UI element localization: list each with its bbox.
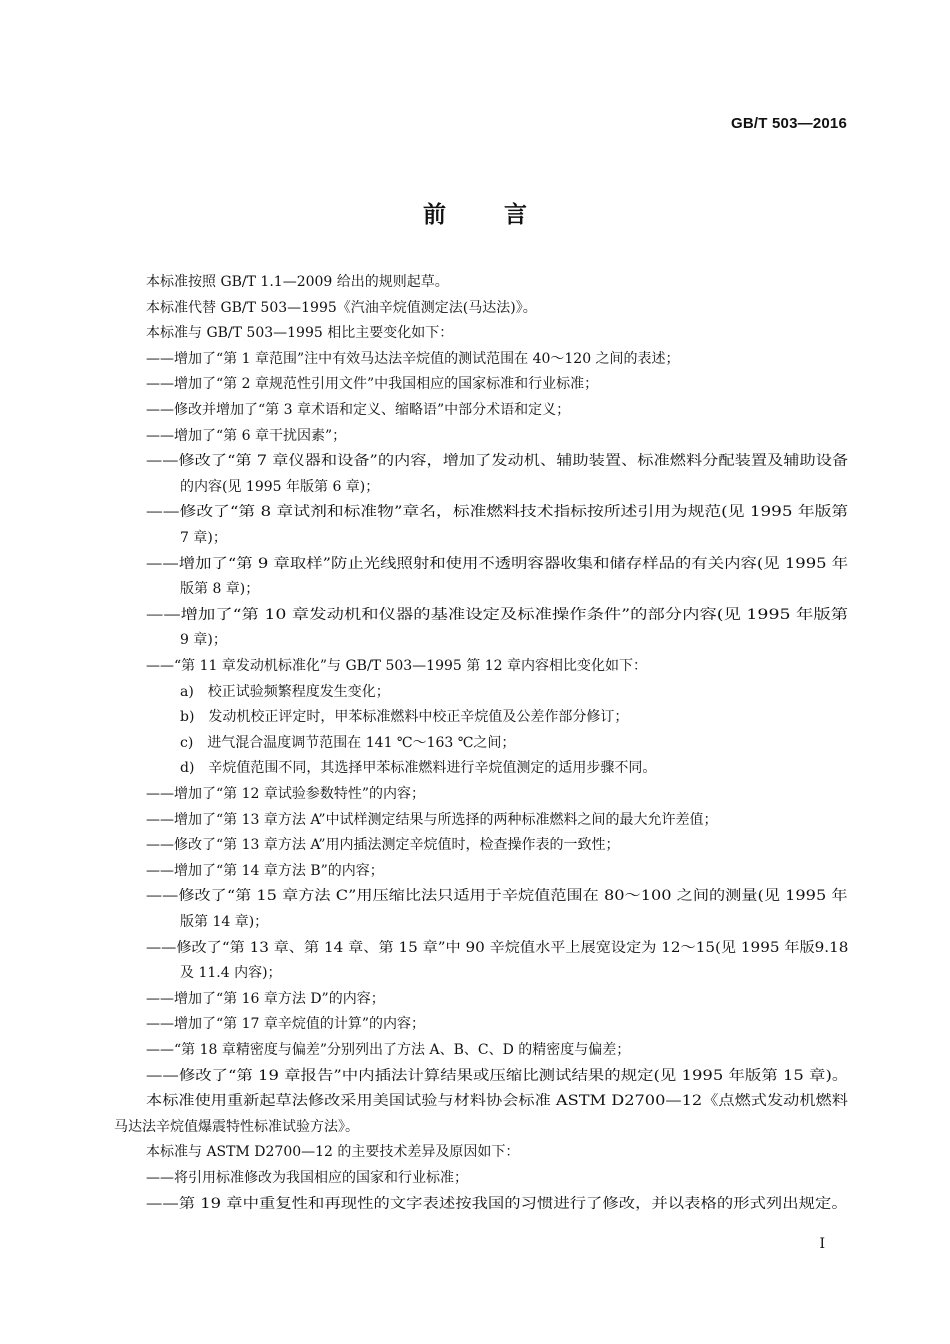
list-item: ——增加了“第 14 章方法 B”的内容； bbox=[146, 862, 384, 879]
sub-list-item: b) 发动机校正评定时，甲苯标准燃料中校正辛烷值及公差作部分修订； bbox=[180, 709, 629, 726]
list-item: ——修改了“第 15 章方法 C”用压缩比法只适用于辛烷值范围在 80～100 之间的测量(见 1995 年 bbox=[146, 888, 848, 905]
sub-list-item: d) 辛烷值范围不同，其选择甲苯标准燃料进行辛烷值测定的适用步骤不同。 bbox=[180, 760, 657, 777]
standard-code: GB/T 503—2016 bbox=[731, 115, 847, 132]
list-item: ——增加了“第 16 章方法 D”的内容； bbox=[146, 990, 385, 1007]
text-line: 本标准代替 GB/T 503—1995《汽油辛烷值测定法(马达法)》。 bbox=[146, 299, 537, 316]
list-item: ——增加了“第 2 章规范性引用文件”中我国相应的国家标准和行业标准； bbox=[146, 376, 599, 393]
list-item: ——增加了“第 12 章试验参数特性”的内容； bbox=[146, 786, 426, 802]
list-item-continuation: 9 章)； bbox=[180, 632, 227, 649]
list-item: ——增加了“第 10 章发动机和仪器的基准设定及标准操作条件”的部分内容(见 1995 年版第 bbox=[146, 606, 849, 623]
list-item: ——修改了“第 8 章试剂和标准物”章名，标准燃料技术指标按所述引用为规范(见 1995 年版第 bbox=[146, 504, 849, 521]
list-item: ——修改了“第 19 章报告”中内插法计算结果或压缩比测试结果的规定(见 1995 年版第 15 章)。 bbox=[146, 1067, 849, 1084]
list-item: ——修改了“第 7 章仪器和设备”的内容，增加了发动机、辅助装置、标准燃料分配装置及辅助设备 bbox=[146, 453, 849, 470]
list-item-continuation: 版第 14 章)； bbox=[180, 914, 269, 930]
list-item-continuation: 及 11.4 内容)； bbox=[180, 965, 282, 982]
list-item: ——增加了“第 6 章干扰因素”； bbox=[146, 427, 347, 444]
page-title-part-2: 言 bbox=[504, 202, 527, 228]
list-item-continuation: 版第 8 章)； bbox=[180, 581, 260, 598]
page-title-part-1: 前 bbox=[423, 202, 446, 228]
list-item: ——修改了“第 13 章、第 14 章、第 15 章”中 90 辛烷值水平上展宽设定为 12～15(见 1995 年版9.18 bbox=[146, 939, 849, 956]
text-line: 本标准按照 GB/T 1.1—2009 给出的规则起草。 bbox=[146, 274, 449, 290]
list-item-continuation: 的内容(见 1995 年版第 6 章)； bbox=[180, 478, 380, 495]
list-item: ——第 19 章中重复性和再现性的文字表述按我国的习惯进行了修改，并以表格的形式列出规定。 bbox=[146, 1195, 848, 1212]
list-item: ——将引用标准修改为我国相应的国家和行业标准； bbox=[146, 1170, 468, 1186]
sub-list-item: a) 校正试验频繁程度发生变化； bbox=[180, 683, 390, 700]
text-line: 本标准与 GB/T 503—1995 相比主要变化如下： bbox=[146, 325, 454, 342]
list-item: ——修改了“第 13 章方法 A”用内插法测定辛烷值时，检查操作表的一致性； bbox=[146, 837, 620, 854]
sub-list-item: c) 进气混合温度调节范围在 141 ℃～163 ℃之间； bbox=[180, 734, 516, 751]
list-item: ——增加了“第 1 章范围”注中有效马达法辛烷值的测试范围在 40～120 之间的表述； bbox=[146, 350, 680, 367]
list-item: ——修改并增加了“第 3 章术语和定义、缩略语”中部分术语和定义； bbox=[146, 402, 571, 418]
list-item: ——增加了“第 13 章方法 A”中试样测定结果与所选择的两种标准燃料之间的最大允许差值； bbox=[146, 811, 718, 828]
list-item: ——增加了“第 9 章取样”防止光线照射和使用不透明容器收集和储存样品的有关内容(见 1995 年 bbox=[146, 555, 849, 572]
page-title bbox=[0, 196, 950, 229]
text-line: 本标准使用重新起草法修改采用美国试验与材料协会标准 ASTM D2700—12《点燃式发动机燃料 bbox=[146, 1093, 848, 1110]
page-number: I bbox=[819, 1236, 825, 1252]
list-item: ——“第 18 章精密度与偏差”分别列出了方法 A、B、C、D 的精密度与偏差； bbox=[146, 1042, 631, 1058]
list-item: ——“第 11 章发动机标准化”与 GB/T 503—1995 第 12 章内容相比变化如下： bbox=[146, 658, 647, 674]
list-item-continuation: 7 章)； bbox=[180, 530, 227, 546]
list-item: ——增加了“第 17 章辛烷值的计算”的内容； bbox=[146, 1016, 426, 1033]
text-line: 本标准与 ASTM D2700—12 的主要技术差异及原因如下： bbox=[146, 1144, 520, 1161]
text-line-continuation: 马达法辛烷值爆震特性标准试验方法》。 bbox=[114, 1118, 359, 1135]
